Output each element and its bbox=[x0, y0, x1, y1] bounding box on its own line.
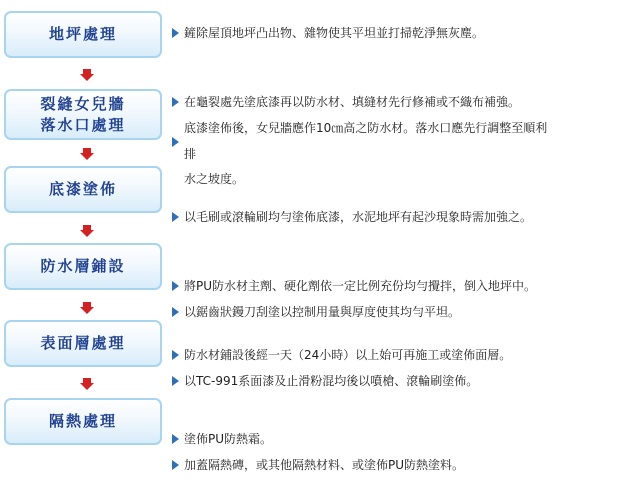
blue-triangle-bullet-icon bbox=[172, 460, 179, 470]
step-box-waterproof-layer bbox=[4, 243, 162, 290]
blue-triangle-bullet-icon bbox=[172, 350, 179, 360]
step-label: 表面層處理 bbox=[40, 334, 126, 352]
red-down-arrow-icon bbox=[80, 148, 94, 160]
step-box-floor-treatment bbox=[4, 11, 162, 58]
blue-triangle-bullet-icon bbox=[172, 434, 179, 444]
step-box-crack-parapet-drain bbox=[4, 89, 162, 140]
step4-description-line: 以鋸齒狀鏝刀刮塗以控制用量與厚度使其均勻平坦。 bbox=[184, 305, 461, 319]
step3-description-line: 以毛刷或滾輪刷均勻塗佈底漆，水泥地坪有起沙現象時需加強之。 bbox=[184, 210, 533, 224]
blue-triangle-bullet-icon bbox=[172, 137, 179, 147]
blue-triangle-bullet-icon bbox=[172, 376, 179, 386]
blue-triangle-bullet-icon bbox=[172, 281, 179, 291]
blue-triangle-bullet-icon bbox=[172, 28, 179, 38]
red-down-arrow-icon bbox=[80, 69, 94, 81]
step-box-surface-layer bbox=[4, 320, 162, 367]
step-label: 防水層鋪設 bbox=[40, 257, 126, 275]
step-label: 地坪處理 bbox=[48, 25, 117, 43]
red-down-arrow-icon bbox=[80, 302, 94, 314]
step2-description-line: 底漆塗佈後，女兒牆應作10㎝高之防水材。落水口應先行調整至順利 bbox=[184, 121, 548, 135]
step-label: 底漆塗佈 bbox=[48, 180, 117, 198]
blue-triangle-bullet-icon bbox=[172, 307, 179, 317]
step-label: 裂縫女兒牆 落水口處理 bbox=[40, 94, 126, 134]
red-down-arrow-icon bbox=[80, 378, 94, 390]
step5-description-line: 以TC-991系面漆及止滑粉混均後以噴槍、滾輪刷塗佈。 bbox=[184, 374, 479, 388]
blue-triangle-bullet-icon bbox=[172, 212, 179, 222]
step5-description-line: 防水材鋪設後經一天（24小時）以上始可再施工或塗佈面層。 bbox=[184, 348, 512, 362]
step4-description-line: 將PU防水材主劑、硬化劑依一定比例充份均勻攪拌，倒入地坪中。 bbox=[184, 279, 537, 293]
step-box-heat-insulation bbox=[4, 398, 162, 445]
step1-description-line: 鏟除屋頂地坪凸出物、雜物使其平坦並打掃乾淨無灰塵。 bbox=[184, 26, 485, 40]
step6-description-line: 加蓋隔熱磚，或其他隔熱材料、或塗佈PU防熱塗料。 bbox=[184, 458, 465, 472]
step-label: 隔熱處理 bbox=[48, 412, 117, 430]
step2-description-line: 排 bbox=[184, 147, 197, 161]
step-box-primer-coating bbox=[4, 166, 162, 213]
red-down-arrow-icon bbox=[80, 225, 94, 237]
step2-description-line: 在龜裂處先塗底漆再以防水材、填縫材先行修補或不織布補強。 bbox=[184, 95, 521, 109]
step6-description-line: 塗佈PU防熱霜。 bbox=[184, 432, 273, 446]
step2-description-line: 水之坡度。 bbox=[184, 172, 245, 186]
blue-triangle-bullet-icon bbox=[172, 97, 179, 107]
